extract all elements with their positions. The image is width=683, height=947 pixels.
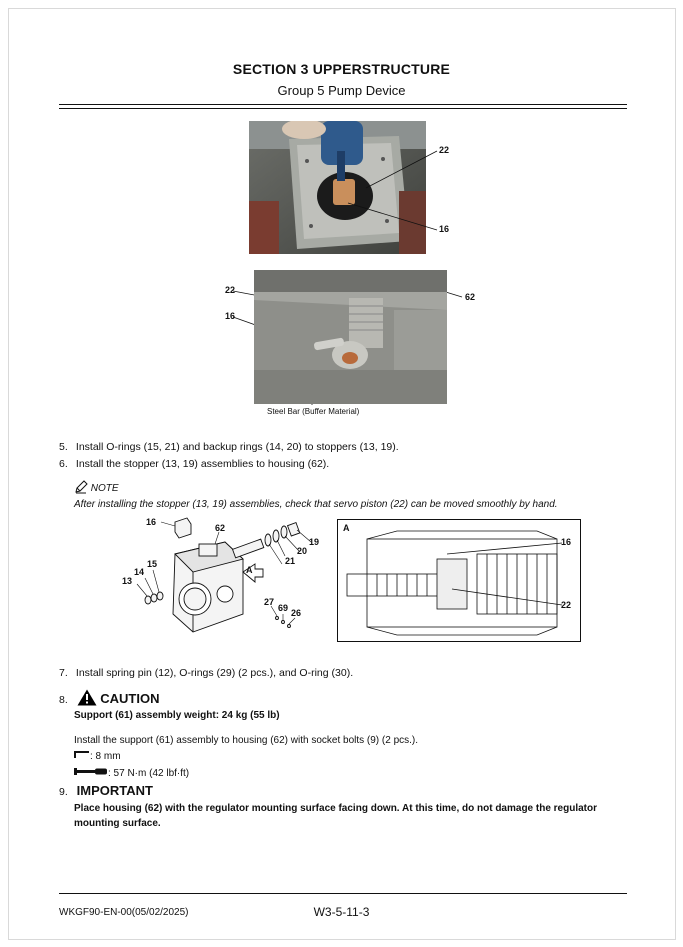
- callout-27: 27: [264, 597, 275, 607]
- step-text: Install O-rings (15, 21) and backup rings (14, 20) to stoppers (13, 19).: [75, 441, 399, 453]
- torque-text: : 57 N·m (42 lbf·ft): [108, 768, 190, 779]
- steel-bar-caption: Steel Bar (Buffer Material): [267, 407, 360, 416]
- section-view-a-drawing: [337, 519, 581, 642]
- note-text: After installing the stopper (13, 19) assemblies, check that servo piston (22) can be moved smoothly by hand.: [74, 499, 558, 510]
- note-heading: [74, 480, 119, 494]
- step-number: 9.: [59, 786, 68, 798]
- callout-14: 14: [134, 567, 145, 577]
- callout-15: 15: [147, 559, 158, 569]
- warning-triangle-icon: [77, 689, 97, 706]
- caution-label: CAUTION: [100, 691, 160, 706]
- callout-16: 16: [146, 517, 157, 527]
- step-7: [59, 667, 353, 679]
- page-number: W3-5-11-3: [313, 905, 370, 919]
- document-code: WKGF90-EN-00(05/02/2025): [59, 907, 189, 918]
- note-label: NOTE: [90, 483, 119, 494]
- footer-rule: [59, 893, 627, 894]
- caution-instruction: Install the support (61) assembly to housing (62) with socket bolts (9) (2 pcs.).: [74, 735, 419, 746]
- exploded-view-drawing: [115, 514, 330, 644]
- callout-62: 62: [215, 523, 226, 533]
- callout-16: 16: [225, 311, 236, 321]
- callout-21: 21: [285, 556, 296, 566]
- step-number: 6.: [59, 458, 68, 470]
- callout-69: 69: [278, 603, 289, 613]
- wrench-size: [74, 751, 121, 762]
- step-text: Install spring pin (12), O-rings (29) (2 pcs.), and O-ring (30).: [75, 667, 354, 679]
- photo-steel-bar: [254, 270, 447, 404]
- important-label: IMPORTANT: [76, 783, 153, 798]
- callout-26: 26: [291, 608, 302, 618]
- step-number: 7.: [59, 667, 68, 679]
- callout-19: 19: [309, 537, 320, 547]
- important-text-line2: mounting surface.: [74, 818, 161, 829]
- important-heading: [59, 783, 153, 798]
- callout-22: 22: [225, 285, 236, 295]
- callout-16: 16: [439, 224, 450, 234]
- callout-22: 22: [561, 600, 572, 610]
- caution-heading: [59, 689, 159, 706]
- section-label-a: A: [343, 523, 350, 533]
- callout-16: 16: [561, 537, 572, 547]
- step-text: Install the stopper (13, 19) assemblies to housing (62).: [75, 458, 330, 470]
- step-number: 8.: [59, 694, 68, 706]
- pencil-icon: [74, 480, 88, 494]
- caution-weight: Support (61) assembly weight: 24 kg (55 lb): [74, 710, 280, 721]
- step-number: 5.: [59, 441, 68, 453]
- step-6: [59, 458, 329, 470]
- hex-wrench-icon: [74, 751, 90, 759]
- callout-13: 13: [122, 576, 133, 586]
- torque-wrench-icon: [74, 767, 108, 776]
- view-arrow-label-a: A: [246, 565, 253, 575]
- group-subtitle: Group 5 Pump Device: [277, 83, 406, 98]
- callout-62: 62: [465, 292, 476, 302]
- important-text-line1: Place housing (62) with the regulator mounting surface facing down. At this time, do not damage the regulator: [74, 803, 598, 814]
- callout-20: 20: [297, 546, 308, 556]
- wrench-size-text: : 8 mm: [90, 751, 121, 762]
- step-5: [59, 441, 399, 453]
- section-title: SECTION 3 UPPERSTRUCTURE: [232, 61, 451, 77]
- tightening-torque: [74, 767, 189, 779]
- callout-22: 22: [439, 145, 450, 155]
